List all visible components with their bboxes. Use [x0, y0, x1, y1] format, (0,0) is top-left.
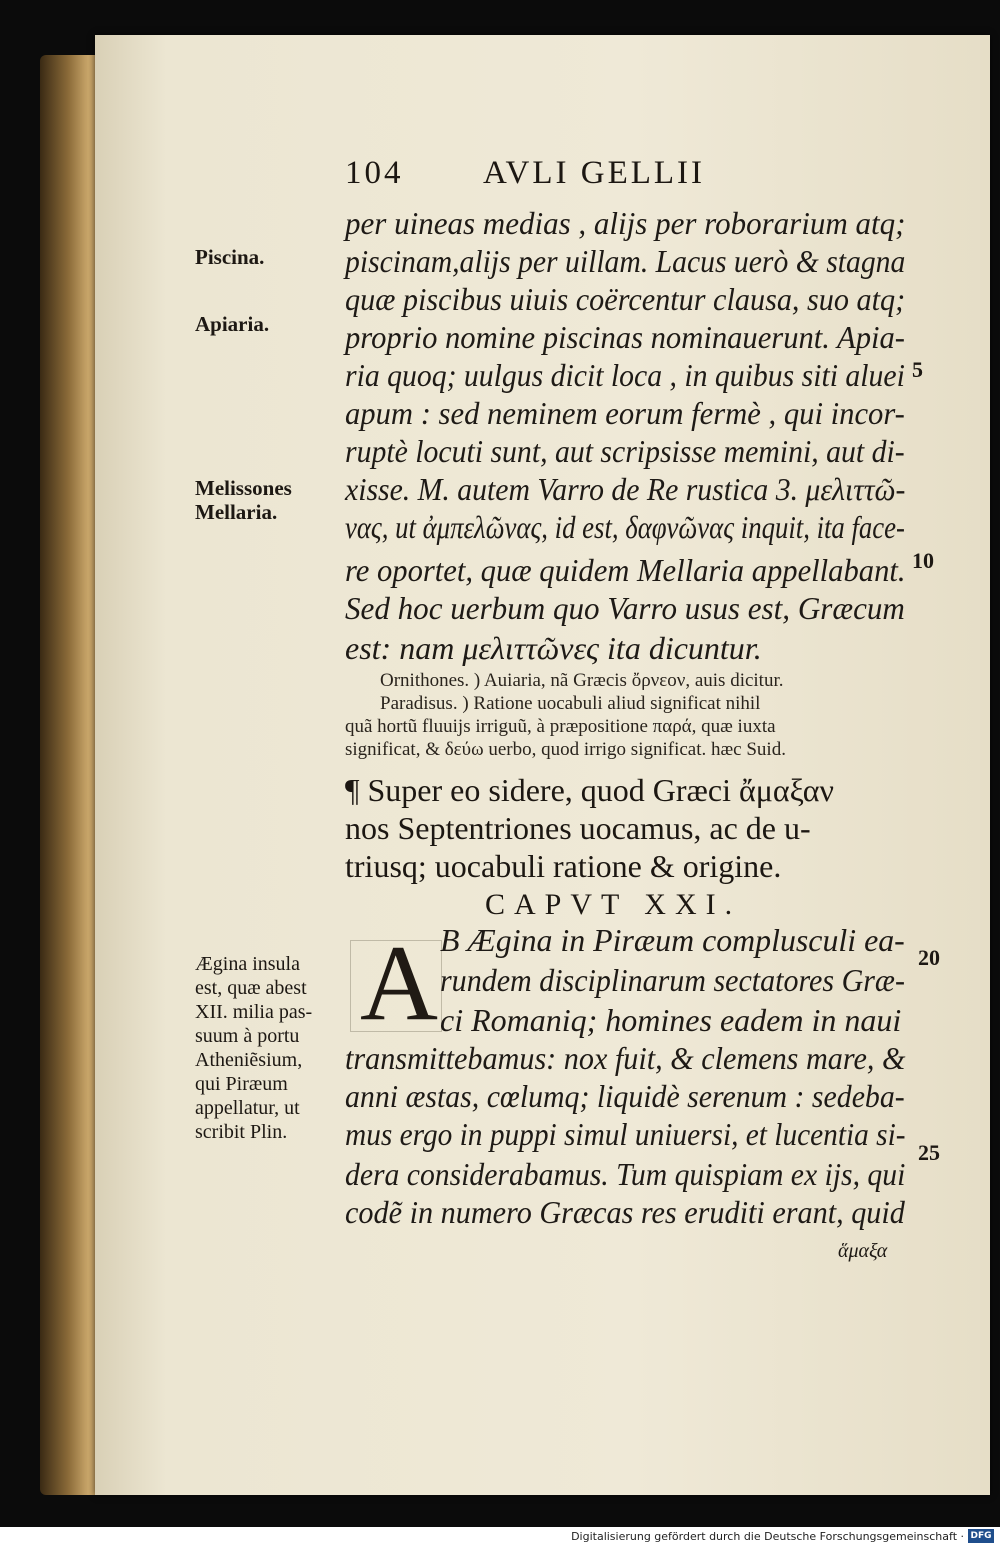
dfg-logo: DFG	[968, 1529, 994, 1543]
margin-note-melissones	[195, 476, 292, 524]
drop-cap: A	[360, 924, 438, 1043]
chapter-line: mus ergo in puppi simul uniuersi, et lucentia si-	[345, 1116, 906, 1152]
body-line: νας, ut ἀμπελῶνας, id est, δαφνῶνας inquit, ita face-	[345, 509, 905, 545]
line-number: 25	[918, 1140, 940, 1165]
margin-note-line: Mellaria.	[195, 500, 278, 524]
body-line: per uineas medias , alijs per roborarium atq;	[345, 205, 906, 241]
margin-note-line: appellatur, ut	[195, 1097, 300, 1119]
chapter-line: ci Romaniq; homines eadem in naui	[440, 1002, 902, 1038]
footer-text: Digitalisierung gefördert durch die Deutsche Forschungsgemeinschaft ·	[571, 1530, 964, 1543]
line-number: 20	[918, 945, 940, 970]
margin-note-line: suum à portu	[195, 1025, 300, 1047]
chapter-line: rundem disciplinarum sectatores Græ-	[440, 962, 905, 998]
line-number: 5	[912, 357, 923, 382]
margin-note-line: Atheniẽsium,	[195, 1049, 303, 1071]
body-line: est: nam μελιττῶνες ita dicuntur.	[345, 630, 762, 666]
margin-note-line: scribit Plin.	[195, 1121, 288, 1143]
note-line: Paradisus. ) Ratione uocabuli aliud significat nihil	[380, 693, 761, 714]
page-number: 104	[345, 155, 404, 191]
body-line: piscinam,alijs per uillam. Lacus uerò & stagna	[345, 243, 906, 279]
running-title: AVLI GELLII	[482, 155, 706, 191]
margin-note-line: Melissones	[195, 476, 292, 500]
chapter-line: anni æstas, cœlumq; liquidè serenum : sedeba-	[345, 1078, 905, 1114]
margin-note-line: est, quæ abest	[195, 977, 307, 999]
catchword: ἅμαξα	[838, 1240, 888, 1262]
body-line: proprio nomine piscinas nominauerunt. Apia-	[345, 319, 905, 355]
digitization-footer	[0, 1527, 1000, 1547]
margin-note-aegina	[195, 952, 312, 1144]
chapter-line: dera considerabamus. Tum quispiam ex ijs, qui	[345, 1156, 906, 1192]
chapter-line: transmittebamus: nox fuit, & clemens mare, &	[345, 1040, 906, 1076]
body-line: ruptè locuti sunt, aut scripsisse memini, aut di-	[345, 433, 905, 469]
body-line: apum : sed neminem eorum fermè , qui incor-	[345, 395, 905, 431]
note-line: Ornithones. ) Auiaria, nã Græcis ὄρνεον, auis dicitur.	[380, 670, 784, 691]
margin-note-line: qui Piræum	[195, 1073, 288, 1095]
chapter-label: CAPVT XXI.	[485, 888, 742, 921]
running-head	[345, 155, 705, 192]
body-line: re oportet, quæ quidem Mellaria appellabant.	[345, 552, 906, 588]
chapter-line: codẽ in numero Græcas res eruditi erant, quid	[345, 1194, 905, 1230]
body-line: xisse. M. autem Varro de Re rustica 3. μελιττῶ-	[345, 471, 906, 507]
margin-note-line: XII. milia pas-	[195, 1001, 313, 1023]
section-heading-line: nos Septentriones uocamus, ac de u-	[345, 810, 811, 846]
margin-note-piscina: Piscina.	[195, 245, 265, 269]
note-line: significat, & δεύω uerbo, quod irrigo significat. hæc Suid.	[345, 739, 786, 760]
section-heading-line: ¶ Super eo sidere, quod Græci ἄμαξαν	[345, 772, 834, 808]
note-line: quã hortũ fluuijs irriguũ, à præpositione παρά, quæ iuxta	[345, 716, 776, 737]
margin-note-line: Ægina insula	[195, 953, 300, 975]
section-heading-line: triusq; uocabuli ratione & origine.	[345, 848, 782, 884]
body-line: Sed hoc uerbum quo Varro usus est, Græcum	[345, 590, 905, 626]
body-line: quæ piscibus uiuis coërcentur clausa, suo atq;	[345, 281, 906, 317]
body-line: ria quoq; uulgus dicit loca , in quibus siti aluei	[345, 357, 905, 393]
margin-note-apiaria: Apiaria.	[195, 312, 270, 336]
chapter-line: B Ægina in Piræum complusculi ea-	[440, 922, 905, 958]
line-number: 10	[912, 548, 934, 573]
